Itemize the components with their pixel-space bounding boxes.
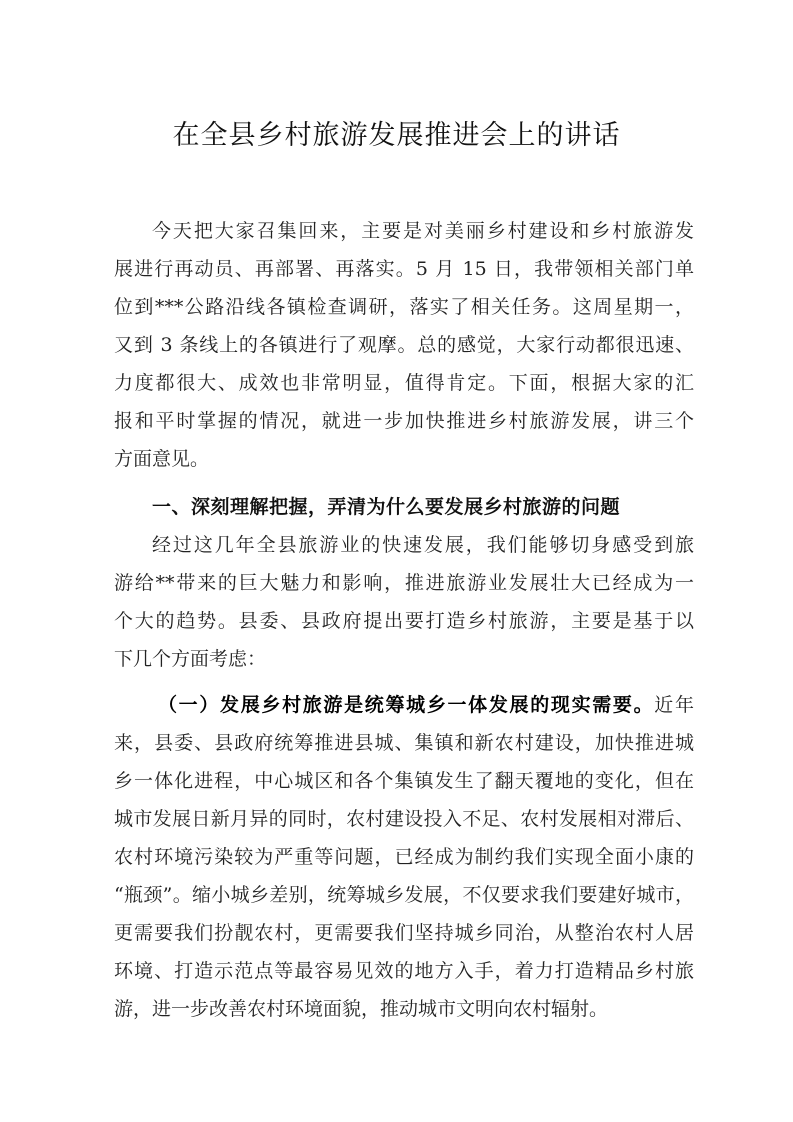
paragraph-line: “瓶颈”。缩小城乡差别，统筹城乡发展，不仅要求我们要建好城市，	[114, 884, 694, 906]
paragraph-line: 位到***公路沿线各镇检查调研，落实了相关任务。这周星期一，	[114, 296, 694, 318]
paragraph-line: 农村环境污染较为严重等问题，已经成为制约我们实现全面小康的	[114, 846, 694, 868]
paragraph-line: 报和平时掌握的情况，就进一步加快推进乡村旅游发展，讲三个	[114, 410, 694, 432]
document-title: 在全县乡村旅游发展推进会上的讲话	[172, 120, 621, 151]
paragraph-line: 展进行再动员、再部署、再落实。5 月 15 日，我带领相关部门单	[114, 258, 694, 280]
subsection-heading: （一）发展乡村旅游是统筹城乡一体发展的现实需要。	[158, 694, 655, 716]
paragraph-line: 下几个方面考虑：	[114, 648, 267, 670]
paragraph-line: 今天把大家召集回来，主要是对美丽乡村建设和乡村旅游发	[152, 220, 694, 242]
subsection-lead-line	[158, 692, 694, 718]
section-heading: 一、深刻理解把握，弄清为什么要发展乡村旅游的问题	[152, 496, 621, 518]
paragraph-line: 更需要我们扮靓农村，更需要我们坚持城乡同治，从整治农村人居	[114, 922, 694, 944]
paragraph-line: 乡一体化进程，中心城区和各个集镇发生了翻天覆地的变化，但在	[114, 770, 694, 792]
paragraph-line: 力度都很大、成效也非常明显，值得肯定。下面，根据大家的汇	[114, 372, 694, 394]
paragraph-line: 方面意见。	[114, 448, 210, 470]
subsection-lead-tail: 近年	[654, 694, 694, 716]
paragraph-line: 来，县委、县政府统筹推进县城、集镇和新农村建设，加快推进城	[114, 732, 694, 754]
paragraph-line: 环境、打造示范点等最容易见效的地方入手，着力打造精品乡村旅	[114, 960, 694, 982]
paragraph-line: 个大的趋势。县委、县政府提出要打造乡村旅游，主要是基于以	[114, 610, 694, 632]
paragraph-line: 又到 3 条线上的各镇进行了观摩。总的感觉，大家行动都很迅速、	[114, 334, 694, 356]
paragraph-line: 游给**带来的巨大魅力和影响，推进旅游业发展壮大已经成为一	[114, 572, 694, 594]
paragraph-line: 经过这几年全县旅游业的快速发展，我们能够切身感受到旅	[152, 534, 694, 556]
paragraph-line: 游，进一步改善农村环境面貌，推动城市文明向农村辐射。	[114, 998, 609, 1020]
paragraph-line: 城市发展日新月异的同时，农村建设投入不足、农村发展相对滞后、	[114, 808, 694, 830]
